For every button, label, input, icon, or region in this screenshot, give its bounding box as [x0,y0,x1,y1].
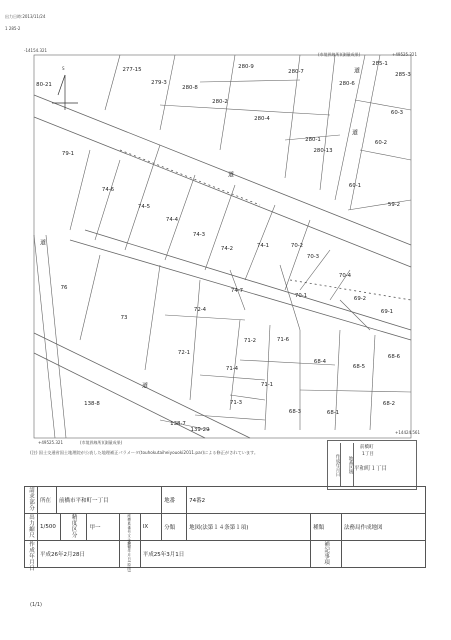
prep-date-value: 平成25年3月1日 [140,541,310,568]
parcel-label: 277-15 [122,67,142,73]
coord-system-value: IX [140,514,161,541]
legend-town-top: 前橋町 [360,445,374,450]
precision-label: 精度区分 [60,514,87,541]
road-label: 道 [227,171,235,179]
left-coord-top: -14154.321 [24,48,48,53]
parcel-label: 74-2 [220,246,234,252]
made-date-label: 作成年月日 [25,541,38,568]
road-label: 道 [141,382,149,390]
parcel-label: 72-1 [177,350,191,356]
parcel-label: 74-4 [165,217,179,223]
parcel-label: 69-2 [353,296,367,302]
road-label: 道 [39,239,47,247]
parcel-label: 68-5 [352,364,366,370]
parcel-label: 138-8 [84,401,100,407]
parcel-label: 68-2 [382,401,396,407]
parcel-label: 74-3 [192,232,206,238]
parcel-label: 69-1 [380,309,394,315]
parcel-label: 60-1 [348,183,362,189]
class-label: 分類 [162,514,187,541]
info-table [24,486,426,573]
parcel-label: 280-4 [254,116,270,122]
parcel-label: 280-8 [182,85,198,91]
parcel-label: 70-4 [338,273,352,279]
coord-system-label: 座標系番号又は記号 [120,514,140,541]
parcel-label: 68-3 [288,409,302,415]
parcel-label: 74-6 [101,187,115,193]
parcel-label: 70-1 [294,293,308,299]
parcel-label: 59-2 [387,202,401,208]
parcel-label: 280-6 [339,81,355,87]
parcel-label: 74-5 [137,204,151,210]
lot-label: 地番 [162,487,187,514]
parcel-label: 280-2 [212,99,228,105]
scale-value: 1/500 [38,514,61,541]
supplement-label: 補記事項 [311,541,342,568]
prep-date-label: 備付年月日(原図) [120,541,140,568]
location-label: 所在 [38,487,57,514]
parcel-label: 285-1 [372,61,388,67]
top-right-coord: +49525.321 [392,52,417,57]
location-value: 前橋市平和町一丁目 [57,487,162,514]
parcel-label: 74-1 [256,243,270,249]
legend-col-2: 地番区域 [341,443,354,487]
top-right-boundary-label: (市境界線所)(測量成果) [318,52,361,57]
parcel-label: 280-9 [238,64,254,70]
parcel-label: 138-7 [170,421,186,427]
north-mark: S [62,66,65,71]
parcel-label: 71-1 [260,382,274,388]
right-coord-bottom: +14424.561 [395,430,420,435]
parcel-label: 68-6 [387,354,401,360]
legend-col-1: 作成年月日 [328,443,341,487]
request-part-head: 請求部分 [25,487,38,514]
parcel-label: 60-3 [390,110,404,116]
parcel-label: 70-3 [306,254,320,260]
parcel-label: 280-13 [313,148,333,154]
made-date-value: 平成26年2月28日 [38,541,120,568]
correction-note: (注) 国土交通省国土地理院が公表した地理補正パラメータ(touhokutaiheiyouoki2011.par)による修正がされています。 [30,450,259,455]
supplement-value [342,541,426,568]
parcel-label: 68-1 [326,410,340,416]
parcel-label: 60-2 [374,140,388,146]
parcel-label: 139-29 [190,427,210,433]
parcel-label: 71-4 [225,366,239,372]
type-value: 法務局作成地図 [342,514,426,541]
parcel-label: 70-2 [290,243,304,249]
parcel-label: 76 [60,285,68,291]
sheet-number: 1 285-2 [5,26,21,31]
bottom-left-coord: +49525.321 [38,440,63,445]
parcel-label: 280-7 [288,69,304,75]
road-label: 道 [353,67,361,75]
legend-town-top2: 1丁目 [362,452,374,457]
parcel-label: 71-2 [243,338,257,344]
bottom-boundary-label: (市境界線所)(測量成果) [80,440,123,445]
page-indicator: (1/1) [30,602,42,608]
class-value: 地図(法第１４条第１項) [187,514,311,541]
parcel-label: 74-7 [230,288,244,294]
scale-label: 出力縮尺 [25,514,38,541]
north-arrow-icon [52,75,78,110]
road-label: 道 [351,129,359,137]
parcel-label: 73 [120,315,128,321]
parcel-label: 280-1 [305,137,321,143]
output-datetime: 出力日時:2013/11/24 [5,14,46,19]
parcel-label: 79-1 [61,151,75,157]
precision-value: 甲一 [87,514,120,541]
parcel-label: 71-6 [276,337,290,343]
lot-value: 74番2 [187,487,426,514]
type-label: 種類 [311,514,342,541]
parcel-label: 80-21 [36,82,52,88]
parcel-label: 285-3 [395,72,411,78]
parcel-label: 71-3 [229,400,243,406]
parcel-label: 279-3 [151,80,167,86]
parcel-label: 68-4 [313,359,327,365]
legend-town-main: 平和町１丁目 [354,466,388,472]
parcel-label: 72-4 [193,307,207,313]
